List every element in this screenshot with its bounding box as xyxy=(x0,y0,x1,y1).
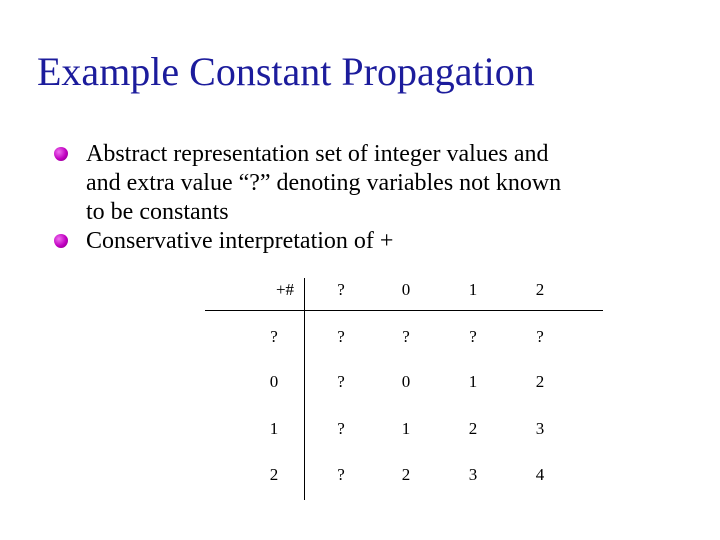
row-label: 2 xyxy=(269,465,279,484)
bullet-icon xyxy=(54,234,68,248)
table-cell: ? xyxy=(337,419,345,438)
table-cell: ? xyxy=(536,327,544,346)
table-cell: 1 xyxy=(468,372,478,391)
table-cell: ? xyxy=(469,327,477,346)
column-header: 0 xyxy=(401,280,411,299)
row-label: 1 xyxy=(269,419,279,438)
bullet-line: to be constants xyxy=(86,199,229,225)
table-label-rule xyxy=(304,278,305,500)
addition-table xyxy=(205,272,603,500)
table-cell: 4 xyxy=(535,465,545,484)
slide-title: Example Constant Propagation xyxy=(37,49,535,94)
row-label: 0 xyxy=(269,372,279,391)
bullet-line: Conservative interpretation of + xyxy=(86,228,394,254)
table-cell: ? xyxy=(337,465,345,484)
bullet-abstract-representation xyxy=(54,140,674,227)
column-header: 2 xyxy=(535,280,545,299)
table-cell: 2 xyxy=(401,465,411,484)
table-corner-operator: +# xyxy=(275,280,295,299)
table-header-rule xyxy=(205,310,603,311)
bullet-conservative-interpretation xyxy=(54,227,674,256)
table-cell: ? xyxy=(337,327,345,346)
bullet-line: Abstract representation set of integer values and xyxy=(86,141,549,167)
table-cell: 2 xyxy=(535,372,545,391)
table-cell: ? xyxy=(402,327,410,346)
table-cell: ? xyxy=(337,372,345,391)
bullet-line: and extra value “?” denoting variables not known xyxy=(86,170,562,196)
bullet-icon xyxy=(54,147,68,161)
column-header: ? xyxy=(337,280,345,299)
bullet-list xyxy=(54,140,674,256)
row-label: ? xyxy=(270,327,278,346)
table-cell: 2 xyxy=(468,419,478,438)
table-cell: 3 xyxy=(468,465,478,484)
column-header: 1 xyxy=(468,280,478,299)
table-cell: 1 xyxy=(401,419,411,438)
table-cell: 0 xyxy=(401,372,411,391)
table-cell: 3 xyxy=(535,419,545,438)
